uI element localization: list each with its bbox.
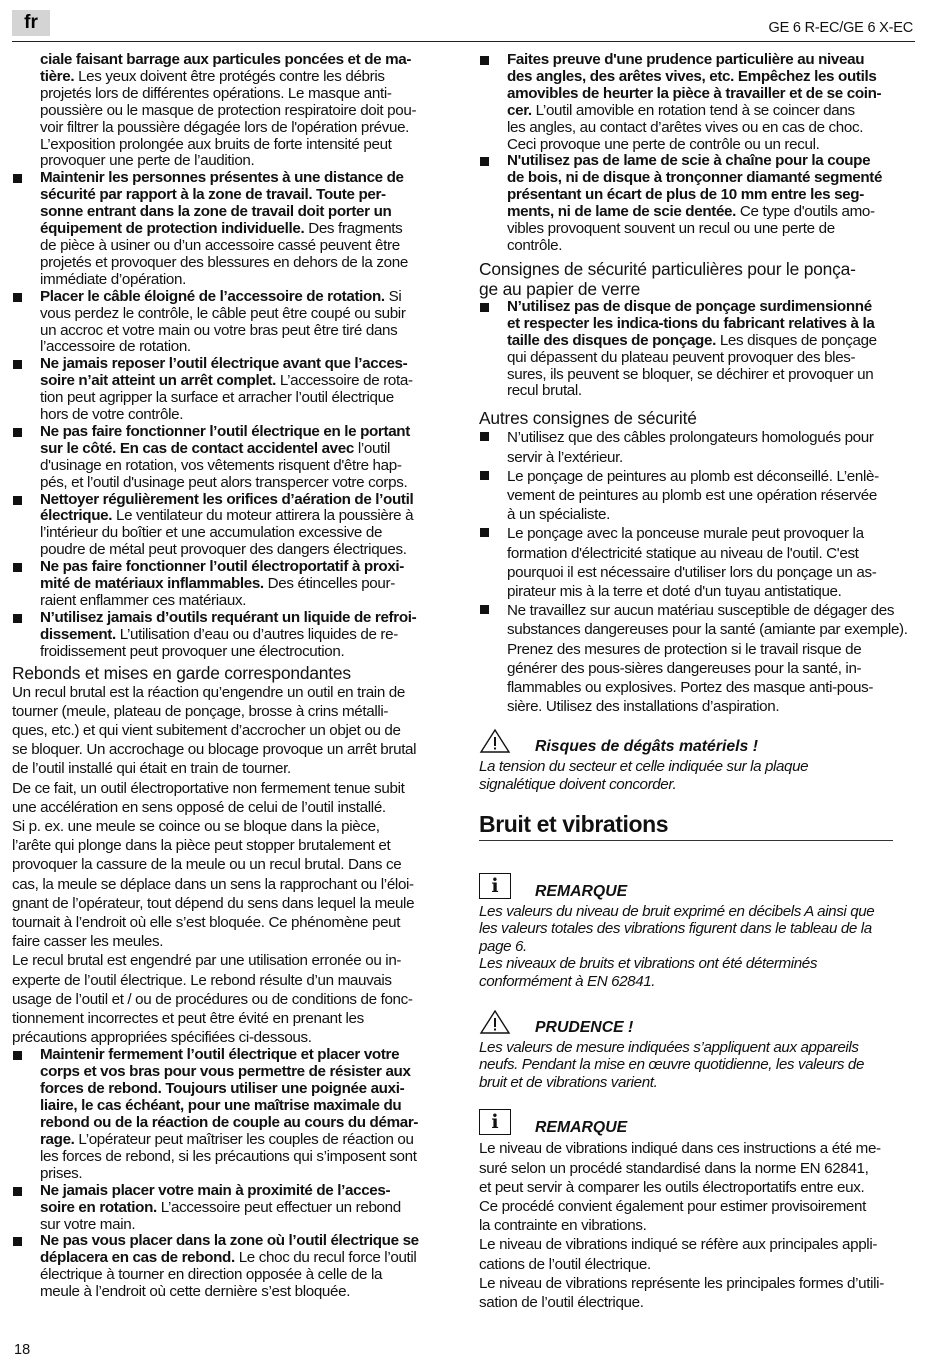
plain-text: de pièce à usiner ou d’un accessoire cassé peuvent être (40, 236, 400, 254)
text-line (40, 1166, 444, 1183)
bold-text: Ne pas vous placer dans la zone où l’outil électrique se (40, 1232, 419, 1250)
plain-text: Le ventilateur du moteur attirera la poussière à (112, 507, 414, 525)
safety-bullets-rebond (12, 1047, 444, 1301)
text-line (40, 458, 444, 475)
text-line: Prenez des mesures de protection si le travail risque de (507, 640, 862, 658)
bullet-square-icon (480, 471, 489, 480)
paragraph (12, 951, 444, 1047)
language-tag: fr (12, 10, 50, 36)
bullet-square-icon (480, 528, 489, 537)
bullet-square-icon (480, 157, 489, 166)
heading-autres: Autres consignes de sécurité (479, 408, 697, 429)
plain-text: prises. (40, 1164, 83, 1182)
plain-text: L’opérateur peut maîtriser les couples de réaction ou (74, 1131, 414, 1149)
remark-vibration-text (479, 1139, 909, 1312)
bullet-item (479, 52, 909, 153)
bold-text: Ne jamais placer votre main à proximité de l’acces- (40, 1181, 391, 1199)
text-line: une accélération en sens opposé de celui de l’outil installé. (12, 798, 386, 816)
bullet-item (12, 170, 444, 288)
text-line (507, 137, 909, 154)
bold-text: ciale faisant barrage aux particules poncées et de ma- (40, 51, 412, 68)
plain-text: L’exposition prolongée aux bruits de forte intensité peut (40, 135, 392, 153)
plain-text: tion peut agripper la surface et arracher l’outil électrique (40, 389, 394, 407)
text-line: vement de peintures au plomb est une opération réservée (507, 486, 877, 504)
text-line (507, 103, 909, 120)
bullet-square-icon (13, 428, 22, 437)
text-line (40, 187, 444, 204)
bold-text: N’utilisez pas de disque de ponçage surdimensionné (507, 297, 872, 315)
text-line (507, 153, 909, 170)
safety-bullets-angles (479, 52, 909, 255)
text-line: de l’outil installé qui était en train de tourner. (12, 760, 291, 778)
text-line: générer des pous-sières dangereuses pour la santé, in- (507, 659, 862, 677)
text-line: se bloquer. Un accrochage ou blocage provoque un arrêt brutal (12, 741, 417, 759)
plain-text: Des fragments (304, 220, 403, 238)
plain-text: sures, ils peuvent se bloquer, se déchirer et provoquer un (507, 365, 874, 383)
text-line (40, 1233, 444, 1250)
text-line: faire casser les meules. (12, 933, 164, 951)
text-line (507, 367, 909, 384)
text-line (40, 390, 444, 407)
text-line (40, 1217, 444, 1234)
bold-text: N'utilisez pas de lame de scie à chaîne pour la coupe (507, 152, 871, 170)
plain-text: qui dépassent du plateau peuvent provoquer des bles- (507, 348, 856, 366)
plain-text: l’intérieur du boîtier et une accumulation excessive de (40, 524, 383, 542)
plain-text: l’outil (353, 439, 390, 457)
text-line (40, 525, 444, 542)
bold-text: des angles, des arêtes vives, etc. Empêchez les outils (507, 67, 877, 85)
safety-bullets-general (12, 170, 444, 660)
text-line: provoquer la cassure de la meule ou un recul brutal. Dans ce (12, 856, 402, 874)
bold-text: liaire, le cas échéant, pour une maîtrise maximale du (40, 1097, 402, 1115)
bullet-square-icon (480, 303, 489, 312)
text-line: à un spécialiste. (507, 506, 610, 524)
bullet-square-icon (480, 56, 489, 65)
heading-bruit-vibrations: Bruit et vibrations (479, 810, 893, 841)
bold-text: Ne pas faire fonctionner l’outil électrique en le portant (40, 422, 410, 440)
text-line: Les valeurs de mesure indiquées s’appliquent aux appareils (479, 1038, 859, 1056)
text-line: N’utilisez que des câbles prolongateurs homologués pour (507, 429, 874, 447)
remark-text (479, 903, 909, 991)
bold-text: forces de rebond. Toujours utiliser une poignée auxi- (40, 1080, 405, 1098)
bold-text: sur le côté. En cas de contact accidentel avec (40, 439, 354, 457)
bold-text: de bois, ni de disque à tronçonner diamanté segmenté (507, 169, 883, 187)
plain-text: L’outil amovible en rotation tend à se coincer dans (531, 101, 855, 119)
bold-text: rage. (40, 1131, 75, 1149)
text-line (40, 644, 444, 661)
text-line (507, 383, 909, 400)
text-line (507, 316, 909, 333)
text-line (40, 627, 444, 644)
bullet-square-icon (13, 614, 22, 623)
text-line (40, 204, 444, 221)
text-line: Le recul brutal est engendré par une utilisation erronée ou in- (12, 952, 402, 970)
text-line (40, 1115, 444, 1132)
bold-text: dissement. (40, 625, 116, 643)
text-line (507, 350, 909, 367)
text-line: Les niveaux de bruits et vibrations ont été déterminés (479, 955, 818, 973)
plain-text: un accroc et votre main ou votre bras peut être tiré dans (40, 321, 398, 339)
bold-text: soire en rotation. (40, 1198, 157, 1216)
bullet-item (12, 289, 444, 357)
bullet-square-icon (13, 174, 22, 183)
text-line: Un recul brutal est la réaction qu’engendre un outil en train de (12, 683, 405, 701)
caution-measurement (479, 1009, 909, 1092)
text-line: formation d'électricité statique au niveau de l'outil. C'est (507, 544, 859, 562)
model-name: GE 6 R-EC/GE 6 X-EC (768, 20, 913, 36)
text-line: conformément à EN 62841. (479, 972, 656, 990)
plain-text: l’accessoire de rotation. (40, 338, 191, 356)
bullet-square-icon (13, 293, 22, 302)
bold-text: déplacera en cas de rebond. (40, 1249, 235, 1267)
text-line (40, 1132, 444, 1149)
text-line: Ne travaillez sur aucun matériau susceptible de dégager des (507, 602, 895, 620)
plain-text: poussière ou le masque de protection respiratoire doit pou- (40, 101, 417, 119)
text-line: La tension du secteur et celle indiquée sur la plaque (479, 758, 809, 776)
bold-text: sonne entrant dans la zone de travail doit porter un (40, 203, 392, 221)
heading-rebonds: Rebonds et mises en garde correspondantes (12, 662, 351, 683)
caution-text (479, 1039, 909, 1092)
bold-text: soire n’ait atteint un arrêt complet. (40, 372, 277, 390)
bold-text: N’utilisez jamais d’outils requérant un liquide de refroi- (40, 608, 417, 626)
bullet-square-icon (13, 1051, 22, 1060)
text-line (40, 424, 444, 441)
bullet-item (479, 601, 909, 716)
text-line: Les valeurs du niveau de bruit exprimé en décibels A ainsi que (479, 902, 875, 920)
plain-text: contrôle. (507, 236, 563, 254)
bold-text: rebond ou de la réaction de couple au cours du démar- (40, 1114, 419, 1132)
text-line (40, 120, 444, 137)
text-line (40, 542, 444, 559)
text-line: De ce fait, un outil électroportative non fermement tenue subit (12, 779, 405, 797)
bold-text: tière. (40, 67, 75, 85)
paragraph (12, 817, 444, 951)
bold-text: cer. (507, 101, 532, 119)
remark-label: REMARQUE (535, 1119, 628, 1137)
text-line (40, 255, 444, 272)
text-line (507, 170, 909, 187)
text-line (40, 323, 444, 340)
bold-text: présentant un écart de plus de 10 mm entre les seg- (507, 186, 864, 204)
plain-text: froidissement peut provoquer une électrocution. (40, 642, 345, 660)
bold-text: amovibles de heurter la pièce à travailler et de se coin- (507, 84, 882, 102)
plain-text: meule à l’endroit où cette dernière s’est bloquée. (40, 1283, 351, 1301)
plain-text: raient enflammer ces matériaux. (40, 592, 247, 609)
bullet-square-icon (13, 496, 22, 505)
caution-label: PRUDENCE ! (535, 1018, 634, 1036)
plain-text: vibles provoquent souvent un recul ou une perte de (507, 220, 835, 238)
text-line (507, 120, 909, 137)
text-line (40, 1267, 444, 1284)
bullet-item (479, 524, 909, 601)
text-line (40, 1149, 444, 1166)
text-line: les valeurs totales des vibrations figurent dans le tableau de la (479, 920, 872, 938)
bullet-item (12, 356, 444, 424)
page-header (12, 8, 915, 42)
text-line: gnant de l’opérateur, tout dépend du sens dans lequel la meule (12, 894, 415, 912)
text-line (507, 86, 909, 103)
bold-text: taille des disques de ponçage. (507, 331, 716, 349)
bullet-square-icon (480, 432, 489, 441)
bullet-square-icon (13, 360, 22, 369)
plain-text: Ce type d'outils amo- (736, 203, 875, 221)
text-line: usage de l’outil et / ou de procédures ou de conditions de fonc- (12, 990, 413, 1008)
plain-text: Le choc du recul force l’outil (234, 1249, 417, 1267)
plain-text: Les disques de ponçage (715, 331, 877, 349)
bold-text: équipement de protection individuelle. (40, 220, 305, 238)
text-line: cas, la meule se déplace dans un sens la rapprochant ou l’éloi- (12, 875, 414, 893)
text-line: sière. Utilisez des installations d’aspiration. (507, 698, 780, 716)
plain-text: immédiate d’opération. (40, 270, 186, 288)
text-line (40, 86, 444, 103)
text-line: pirateur mis à la terre et doté d'un tuyau antistatique. (507, 582, 842, 600)
text-line (507, 221, 909, 238)
remark-noise (479, 873, 909, 991)
text-line (40, 1064, 444, 1081)
bullet-square-icon (13, 1237, 22, 1246)
paragraph (12, 683, 444, 779)
text-line: et peut servir à comparer les outils électroportatifs entre eux. (479, 1178, 865, 1196)
bold-text: Ne jamais reposer l’outil électrique avant que l’acces- (40, 355, 408, 373)
bullet-item (12, 1047, 444, 1182)
bullet-item (12, 424, 444, 492)
bold-text: Ne pas faire fonctionner l’outil électroportatif à proxi- (40, 558, 405, 576)
bullet-item (479, 428, 909, 466)
text-line (40, 475, 444, 492)
text-line: page 6. (479, 937, 527, 955)
text-line: Si p. ex. une meule se coince ou se bloque dans la pièce, (12, 818, 380, 836)
text-line: bruit et de vibrations varient. (479, 1073, 658, 1091)
bullet-square-icon (13, 563, 22, 572)
text-line (40, 593, 444, 610)
bullet-item (479, 153, 909, 254)
plain-text: Les yeux doivent être protégés contre les débris (74, 67, 385, 85)
text-line (507, 333, 909, 350)
page-number: 18 (14, 1342, 31, 1358)
bold-text: corps et vos bras pour vous permettre de résister aux (40, 1063, 411, 1081)
heading-poncage: Consignes de sécurité particulières pour le ponça- ge au papier de verre (479, 258, 856, 299)
text-line: Le niveau de vibrations indiqué se réfère aux principales appli- (479, 1236, 878, 1254)
plain-text: d'usinage en rotation, vos vêtements risquent d'être hap- (40, 456, 402, 474)
remark-label: REMARQUE (535, 882, 628, 900)
text-line (40, 52, 444, 69)
intro-paragraph (12, 52, 444, 170)
text-line (40, 153, 444, 170)
text-line (507, 52, 909, 69)
text-line: suré selon un procédé standardisé dans la norme EN 62841, (479, 1159, 869, 1177)
text-line (40, 356, 444, 373)
text-line: la contrainte en vibrations. (479, 1217, 647, 1235)
remark-vibrations (479, 1109, 909, 1312)
text-line (40, 441, 444, 458)
text-line (40, 289, 444, 306)
text-line (507, 204, 909, 221)
plain-text: poudre de métal peut provoquer des dangers électriques. (40, 541, 407, 559)
warning-text (479, 758, 909, 793)
text-line (40, 1081, 444, 1098)
text-line (40, 238, 444, 255)
text-line: flammables ou explosives. Portez des masque anti-pous- (507, 678, 874, 696)
text-line: experte de l’outil électrique. Le rebond résulte d’un mauvais (12, 971, 392, 989)
plain-text: électrique à tourner en direction opposée à celle de la (40, 1266, 383, 1284)
plain-text: L’accessoire de rota- (276, 372, 413, 390)
bold-text: sécurité par rapport à la zone de travail. Toute per- (40, 186, 386, 204)
bold-text: électrique. (40, 507, 113, 525)
text-line (40, 492, 444, 509)
safety-bullets-poncage (479, 299, 909, 400)
plain-text: projetés et provoquer des blessures en dehors de la zone (40, 253, 408, 271)
plain-text: voir filtrer la poussière dégagée lors de l'opération prévue. (40, 118, 410, 136)
text-line (40, 221, 444, 238)
plain-text: L’accessoire peut effectuer un rebond (156, 1198, 401, 1216)
text-line (40, 1200, 444, 1217)
bold-text: mité de matériaux inflammables. (40, 575, 264, 593)
plain-text: les angles, au contact d’arêtes vives ou en cas de choc. (507, 118, 864, 136)
bullet-item (12, 1183, 444, 1234)
text-line: tourner (meule, plateau de ponçage, brosse à crins métalli- (12, 702, 389, 720)
text-line (40, 508, 444, 525)
text-line: neufs. Pendant la mise en œuvre quotidienne, les valeurs de (479, 1056, 865, 1074)
plain-text: les forces de rebond, si les précautions qui s’imposent sont (40, 1147, 417, 1165)
text-line (40, 137, 444, 154)
text-line: Le ponçage avec la ponceuse murale peut provoquer la (507, 525, 864, 543)
text-line: Le niveau de vibrations représente les principales formes d’utili- (479, 1274, 884, 1292)
bullet-item (479, 467, 909, 525)
text-line (507, 238, 909, 255)
plain-text: pés, et l’outil d'usinage peut alors transpercer votre corps. (40, 473, 408, 491)
paragraph (12, 779, 444, 817)
warning-triangle-icon (479, 728, 511, 754)
text-line (40, 559, 444, 576)
bullet-item (12, 492, 444, 560)
bold-text: et respecter les indica-tions du fabricant relatives à la (507, 314, 875, 332)
text-line (40, 170, 444, 187)
text-line (40, 1183, 444, 1200)
text-line: pourquoi il est nécessaire d'utiliser lors du ponçage un as- (507, 563, 877, 581)
plain-text: hors de votre contrôle. (40, 406, 184, 424)
text-line (40, 1047, 444, 1064)
bullet-item (12, 610, 444, 661)
bullet-item (12, 559, 444, 610)
bold-text: Placer le câble éloigné de l’accessoire de rotation. (40, 287, 385, 305)
text-line (40, 1250, 444, 1267)
paragraph (12, 52, 444, 170)
bold-text: Maintenir fermement l’outil électrique et placer votre (40, 1046, 400, 1064)
bold-text: Faites preuve d'une prudence particulière au niveau (507, 51, 865, 68)
bullet-item (479, 299, 909, 400)
text-line (507, 299, 909, 316)
right-column (479, 52, 909, 1312)
plain-text: sur votre main. (40, 1215, 136, 1233)
text-line: cations de l’outil électrique. (479, 1255, 651, 1273)
text-line: tionnement incorrectes et peut être évité en prenant les (12, 1010, 364, 1028)
safety-bullets-autres (479, 428, 909, 716)
text-line: Ce procédé convient également pour estimer provisoirement (479, 1197, 866, 1215)
text-line (40, 610, 444, 627)
bullet-square-icon (13, 1187, 22, 1196)
bullet-square-icon (480, 605, 489, 614)
text-line: précautions appropriées spécifiées ci-dessous. (12, 1029, 312, 1047)
text-line: l’arête qui plonge dans la pièce peut stopper brutalement et (12, 837, 391, 855)
rebonds-text (12, 683, 444, 1048)
text-line (507, 69, 909, 86)
plain-text: Ceci provoque une perte de contrôle ou un recul. (507, 135, 820, 153)
warning-material-damage (479, 728, 909, 793)
warning-label: Risques de dégâts matériels ! (535, 738, 758, 756)
text-line: sation de l’outil électrique. (479, 1293, 644, 1311)
plain-text: L’utilisation d’eau ou d’autres liquides de re- (115, 625, 398, 643)
text-line: Le niveau de vibrations indiqué dans ces instructions a été me- (479, 1140, 881, 1158)
info-icon: i (479, 1109, 511, 1135)
bold-text: Maintenir les personnes présentes à une distance de (40, 169, 404, 187)
text-line (40, 407, 444, 424)
text-line: Le ponçage de peintures au plomb est déconseillé. L’enlè- (507, 467, 879, 485)
text-line (40, 576, 444, 593)
plain-text: provoquer une perte de l’audition. (40, 152, 255, 170)
bold-text: ments, ni de lame de scie dentée. (507, 203, 737, 221)
text-line: substances dangereuses pour la santé (amiante par exemple). (507, 621, 908, 639)
text-line: servir à l’extérieur. (507, 448, 623, 466)
text-line: tournait à l’endroit où elle s’est bloquée. Ce phénomène peut (12, 914, 401, 932)
bullet-item (12, 1233, 444, 1301)
info-icon: i (479, 873, 511, 899)
plain-text: projetés lors de différentes opérations. Le masque anti- (40, 84, 392, 102)
bold-text: Nettoyer régulièrement les orifices d’aération de l’outil (40, 490, 414, 508)
warning-triangle-icon (479, 1009, 511, 1035)
text-line (507, 187, 909, 204)
plain-text: vous perdez le contrôle, le câble peut être coupé ou subir (40, 304, 406, 322)
text-line: signalétique doivent concorder. (479, 775, 677, 793)
text-line (40, 103, 444, 120)
text-line (40, 272, 444, 289)
plain-text: Si (384, 287, 402, 305)
text-line (40, 339, 444, 356)
plain-text: recul brutal. (507, 382, 582, 400)
left-column (12, 52, 444, 1301)
text-line (40, 69, 444, 86)
plain-text: Des étincelles pour- (263, 575, 395, 593)
text-line (40, 306, 444, 323)
text-line: ques, etc.) et qui vient subitement d’accrocher un objet ou de (12, 722, 401, 740)
text-line (40, 373, 444, 390)
text-line (40, 1098, 444, 1115)
text-line (40, 1284, 444, 1301)
